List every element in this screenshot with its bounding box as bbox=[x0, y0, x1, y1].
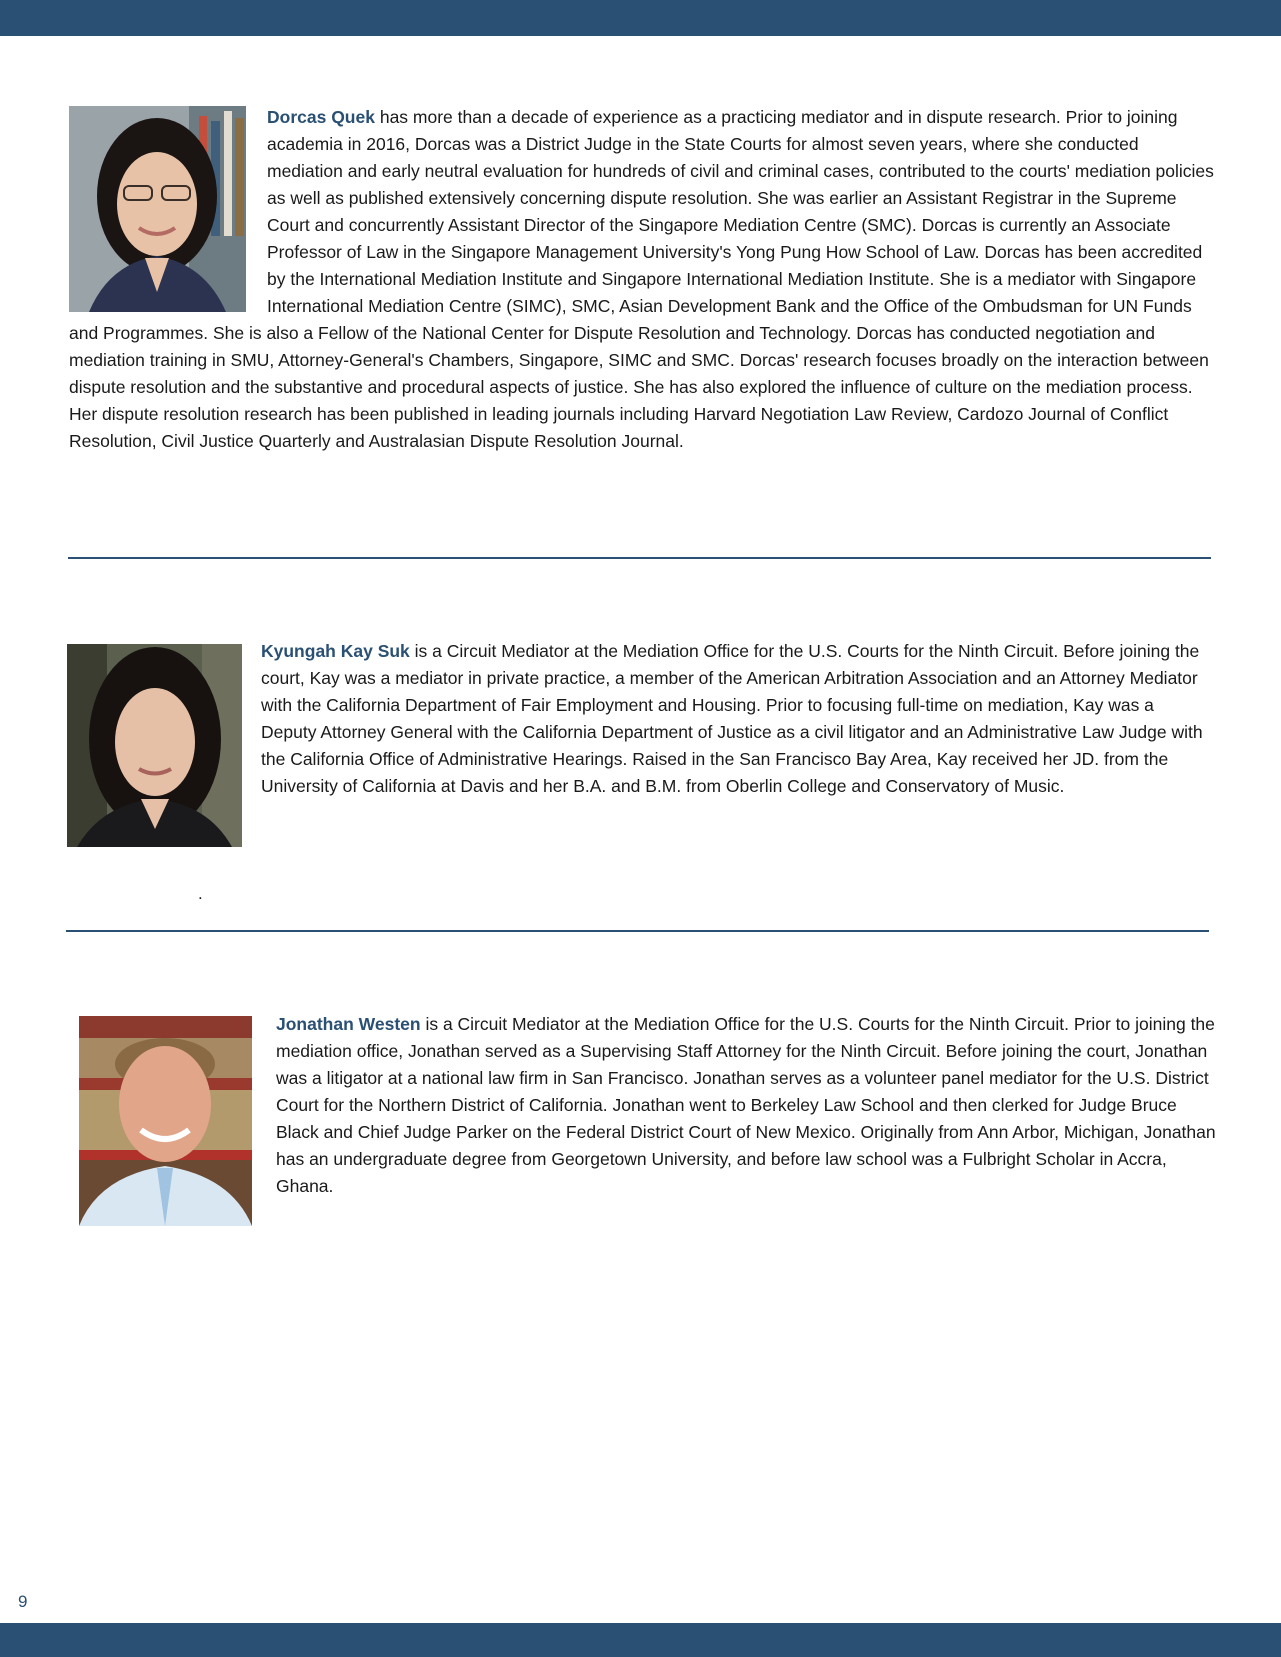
page-number: 9 bbox=[18, 1592, 28, 1611]
section-divider bbox=[66, 930, 1209, 932]
stray-mark: . bbox=[198, 884, 203, 903]
bio-jonathan-westen bbox=[276, 1011, 1216, 1200]
bio-kyungah-kay-suk bbox=[261, 638, 1211, 800]
bio-name: Dorcas Quek bbox=[267, 107, 375, 127]
portrait-kyungah-kay-suk bbox=[67, 644, 242, 847]
header-bar bbox=[0, 0, 1281, 36]
portrait-jonathan-westen bbox=[79, 1016, 252, 1226]
section-divider bbox=[68, 557, 1211, 559]
bio-dorcas-quek bbox=[69, 104, 1219, 455]
bio-text: has more than a decade of experience as a practicing mediator and in dispute research. Prior to joining academia in 2016, Dorcas was a District Judge in the State Courts for almost seven years, where she conducted mediation and early neutral evaluation for hundreds of civil and criminal cases, contributed to the courts' mediation policies as well as published extensively concerning dispute resolution. She was earlier an Assistant Registrar in the Supreme Court and concurrently Assistant Director of the Singapore Mediation Centre (SMC). Dorcas is currently an Associate Professor of Law in the Singapore Management University's Yong Pung How School of Law. Dorcas has been accredited by the International Mediation Institute and Singapore International Mediation Institute. She is a mediator with Singapore International Mediation Centre (SIMC), SMC, Asian Development Bank and the Office of the Ombudsman for UN Funds and Programmes. She is also a Fellow of the National Center for Dispute Resolution and Technology. Dorcas has conducted negotiation and mediation training in SMU, Attorney-General's Chambers, Singapore, SIMC and SMC. Dorcas' research focuses broadly on the interaction between dispute resolution and the substantive and procedural aspects of justice. She has also explored the influence of culture on the mediation process. Her dispute resolution research has been published in leading journals including Harvard Negotiation Law Review, Cardozo Journal of Conflict Resolution, Civil Justice Quarterly and Australasian Dispute Resolution Journal. bbox=[69, 107, 1214, 451]
portrait-dorcas-quek bbox=[69, 106, 246, 312]
footer-bar bbox=[0, 1623, 1281, 1657]
bio-text: is a Circuit Mediator at the Mediation Office for the U.S. Courts for the Ninth Circuit. Prior to joining the mediation office, Jonathan served as a Supervising Staff Attorney for the Ninth Circuit. Before joining the court, Jonathan was a litigator at a national law firm in San Francisco. Jonathan serves as a volunteer panel mediator for the U.S. District Court for the Northern District of California. Jonathan went to Berkeley Law School and then clerked for Judge Bruce Black and Chief Judge Parker on the Federal District Court of New Mexico. Originally from Ann Arbor, Michigan, Jonathan has an undergraduate degree from Georgetown University, and before law school was a Fulbright Scholar in Accra, Ghana. bbox=[276, 1014, 1216, 1196]
bio-name: Kyungah Kay Suk bbox=[261, 641, 410, 661]
bio-text: is a Circuit Mediator at the Mediation Office for the U.S. Courts for the Ninth Circuit. Before joining the court, Kay was a mediator in private practice, a member of the American Arbitration Association and an Attorney Mediator with the California Department of Fair Employment and Housing. Prior to focusing full-time on mediation, Kay was a Deputy Attorney General with the California Department of Justice as a civil litigator and an Administrative Law Judge with the California Office of Administrative Hearings. Raised in the San Francisco Bay Area, Kay received her JD. from the University of California at Davis and her B.A. and B.M. from Oberlin College and Conservatory of Music. bbox=[261, 641, 1203, 796]
bio-name: Jonathan Westen bbox=[276, 1014, 421, 1034]
